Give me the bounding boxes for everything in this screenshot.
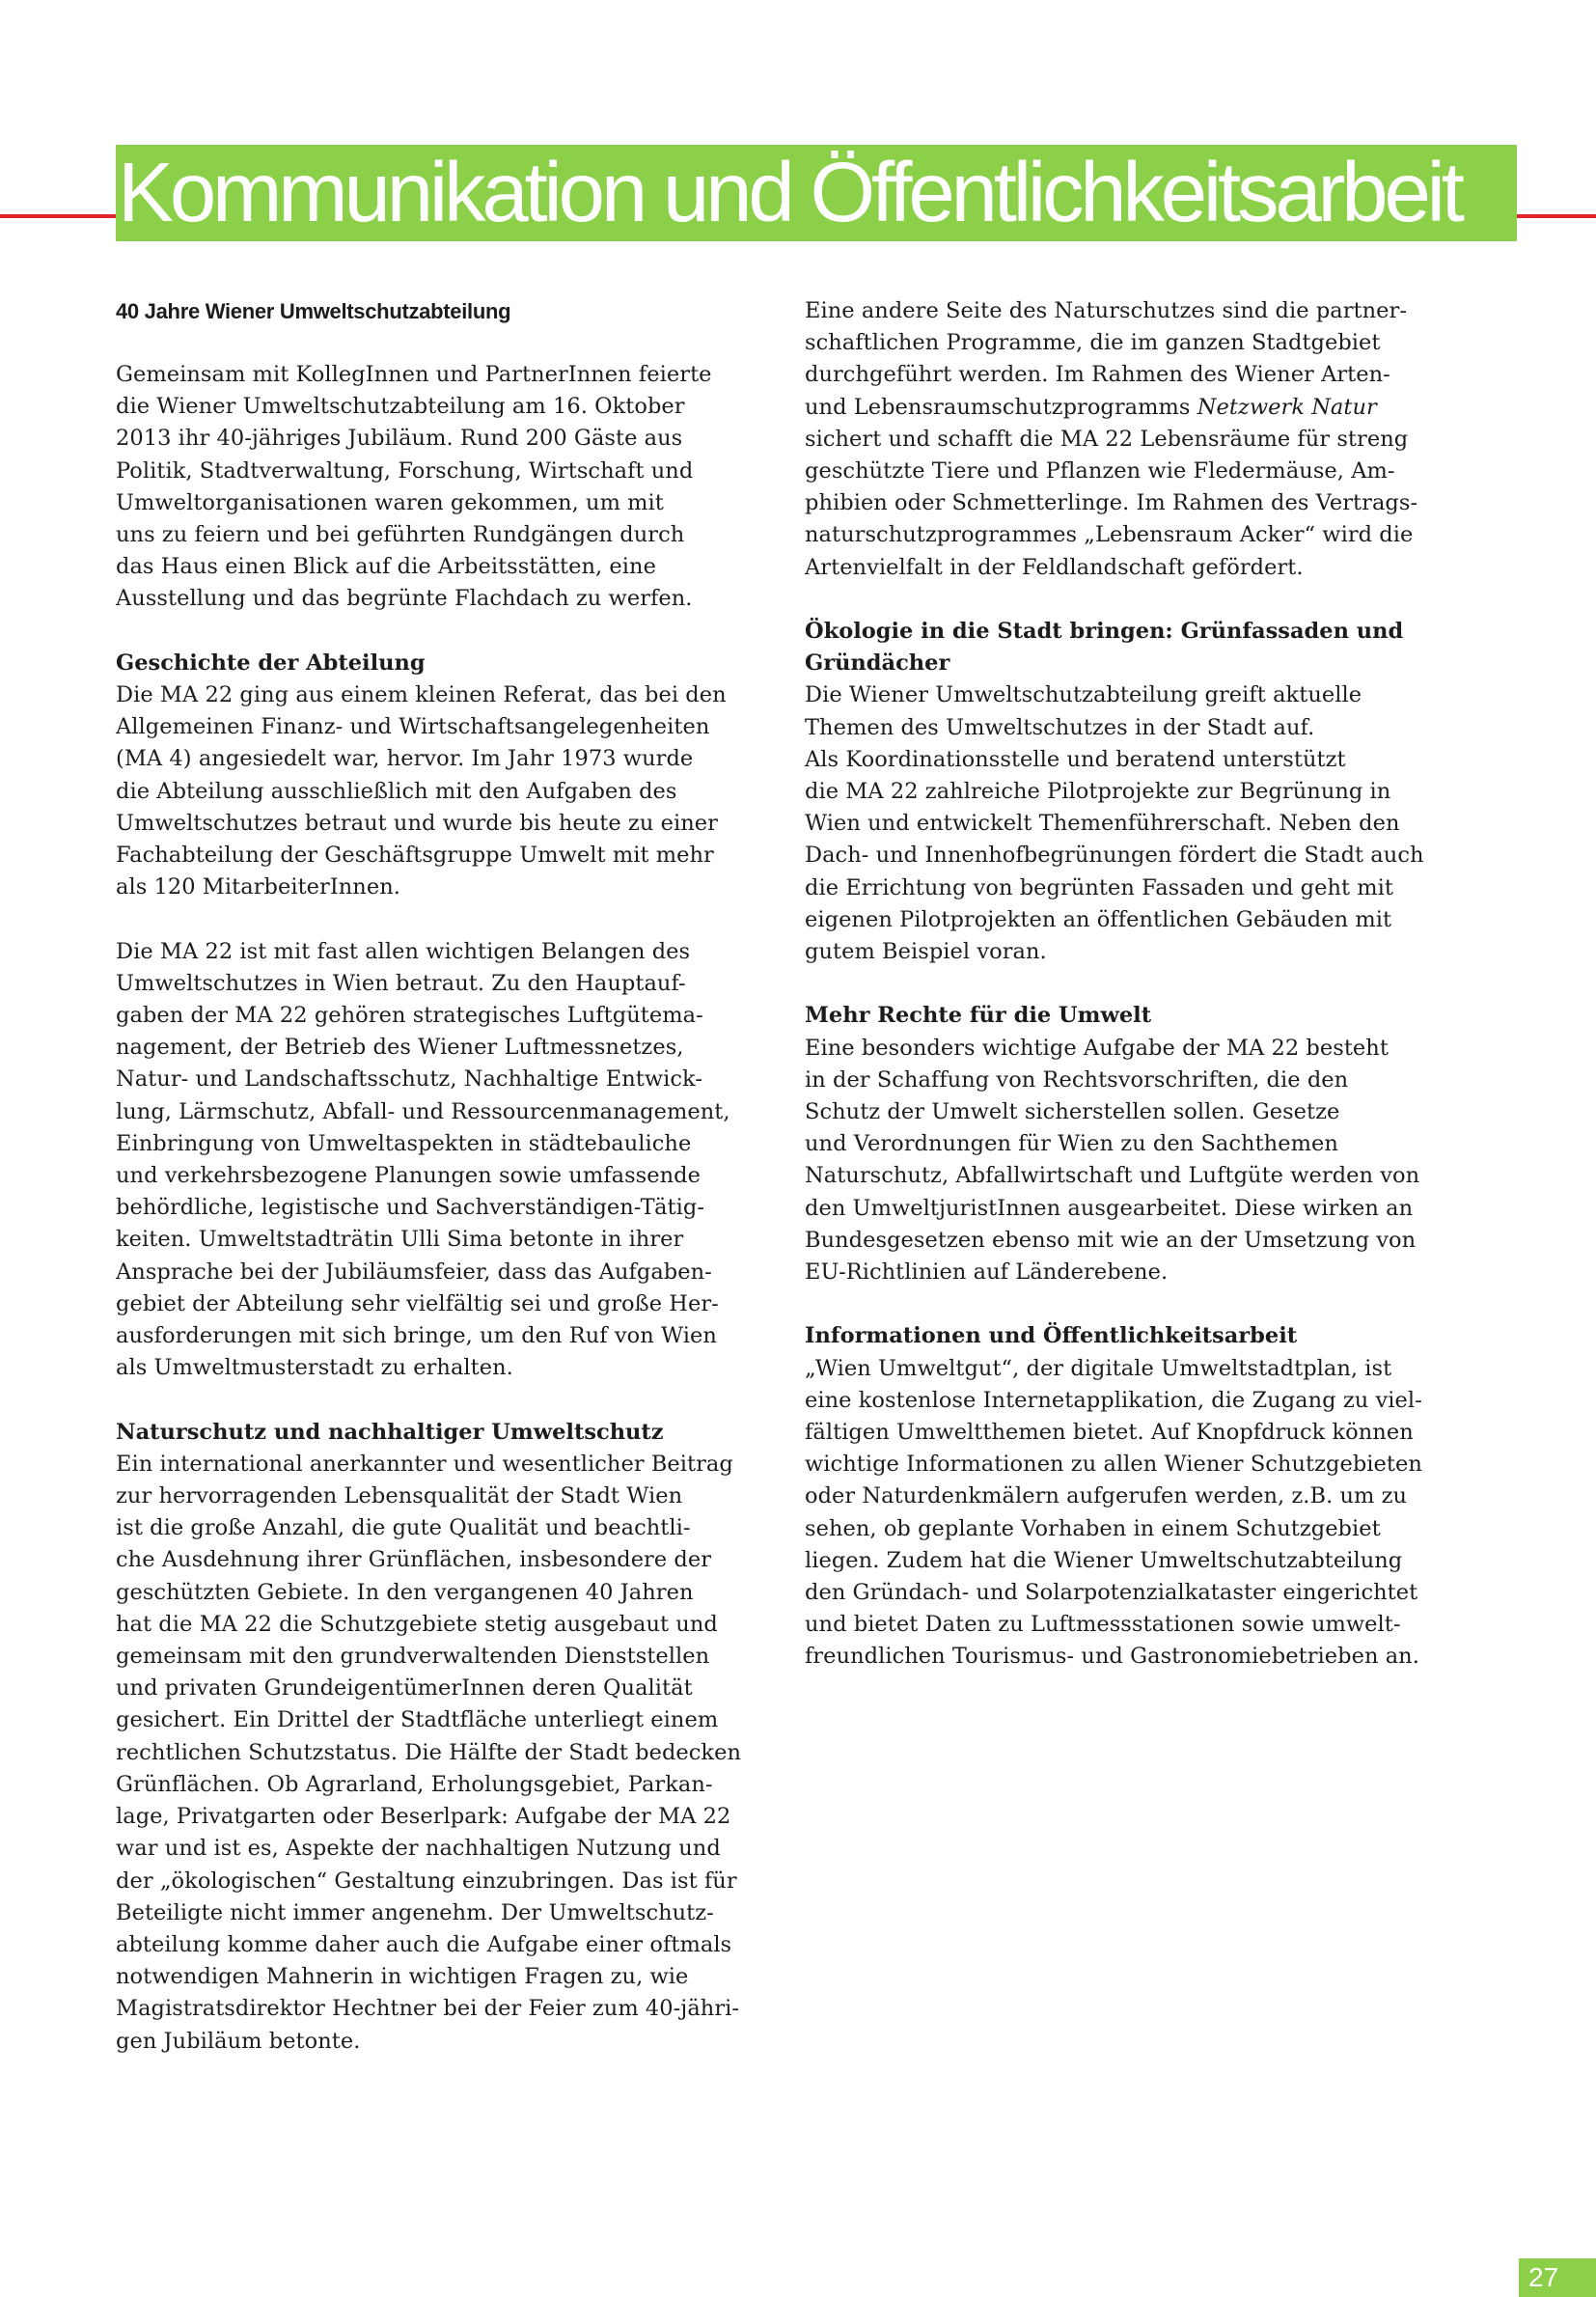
text-line: gebiet der Abteilung sehr vielfältig sei und große Her- <box>116 1290 719 1316</box>
header-rule-right <box>1517 214 1596 218</box>
text-line: die MA 22 zahlreiche Pilotprojekte zur Begrünung in <box>805 779 1391 805</box>
text-line: gaben der MA 22 gehören strategisches Luftgütema- <box>116 1003 703 1029</box>
text-line: die Errichtung von begrünten Fassaden und geht mit <box>805 874 1394 900</box>
text-line: die Abteilung ausschließlich mit den Aufgaben des <box>116 778 677 804</box>
text-line: Wien und entwickelt Themenführerschaft. Neben den <box>805 811 1400 837</box>
text-line: phibien oder Schmetterlinge. Im Rahmen des Vertrags- <box>805 490 1418 516</box>
text-line: (MA 4) angesiedelt war, hervor. Im Jahr 1973 wurde <box>116 746 694 772</box>
paragraph-history <box>116 679 758 903</box>
page-number: 27 <box>1519 2258 1596 2297</box>
text-line: gutem Beispiel voran. <box>805 939 1047 965</box>
text-line: Bundesgesetzen ebenso mit wie an der Umsetzung von <box>805 1227 1417 1253</box>
text-line: Die Wiener Umweltschutzabteilung greift aktuelle <box>805 682 1362 708</box>
paragraph-tasks <box>116 936 758 1385</box>
text-line: den Gründach- und Solarpotenzialkataster eingerichtet <box>805 1580 1418 1606</box>
text-line: den UmweltjuristInnen ausgearbeitet. Diese wirken an <box>805 1195 1414 1221</box>
text-line: Ausstellung und das begrünte Flachdach zu werfen. <box>116 586 693 612</box>
text-line: fältigen Umweltthemen bietet. Auf Knopfdruck können <box>805 1420 1414 1446</box>
text-line: liegen. Zudem hat die Wiener Umweltschutzabteilung <box>805 1547 1403 1573</box>
text-line: schaftlichen Programme, die im ganzen Stadtgebiet <box>805 330 1381 356</box>
text-line: Artenvielfalt in der Feldlandschaft gefördert. <box>805 554 1304 580</box>
text-line: abteilung komme daher auch die Aufgabe einer oftmals <box>116 1931 732 1957</box>
text-line: in der Schaffung von Rechtsvorschriften, die den <box>805 1066 1349 1093</box>
section-heading-rights: Mehr Rechte für die Umwelt <box>805 1003 1152 1029</box>
text-line: Eine andere Seite des Naturschutzes sind die partner- <box>805 298 1407 323</box>
text-line: eine kostenlose Internetapplikation, die Zugang zu viel- <box>805 1387 1422 1413</box>
header-rule-left <box>0 214 116 218</box>
text-line: geschützten Gebiete. In den vergangenen 40 Jahren <box>116 1579 694 1605</box>
section-heading-anniversary: 40 Jahre Wiener Umweltschutzabteilung <box>116 299 511 323</box>
text-line: gemeinsam mit den grundverwaltenden Dienststellen <box>116 1644 710 1670</box>
paragraph-partner <box>805 295 1447 584</box>
text-line: und privaten GrundeigentümerInnen deren Qualität <box>116 1675 693 1702</box>
text-line: naturschutzprogrammes „Lebensraum Acker“ wird die <box>805 522 1414 548</box>
text-line: Politik, Stadtverwaltung, Forschung, Wirtschaft und <box>116 457 694 484</box>
text-line: wichtige Informationen zu allen Wiener Schutzgebieten <box>805 1452 1422 1478</box>
text-line: Fachabteilung der Geschäftsgruppe Umwelt mit mehr <box>116 843 714 869</box>
paragraph-ecology <box>805 679 1447 968</box>
text-line: Beteiligte nicht immer angenehm. Der Umweltschutz- <box>116 1899 714 1925</box>
left-column <box>116 295 758 2089</box>
paragraph-intro <box>116 359 758 616</box>
text-line: und bietet Daten zu Luftmessstationen sowie umwelt- <box>805 1612 1401 1638</box>
text-line: notwendigen Mahnerin in wichtigen Fragen zu, wie <box>116 1964 689 1990</box>
text-line: uns zu feiern und bei geführten Rundgängen durch <box>116 522 685 548</box>
text-line: Als Koordinationsstelle und beratend unterstützt <box>805 746 1346 772</box>
text-line: geschützte Tiere und Pflanzen wie Fledermäuse, Am- <box>805 458 1395 484</box>
text-line: und verkehrsbezogene Planungen sowie umfassende <box>116 1163 701 1189</box>
text-line: EU-Richtlinien auf Länderebene. <box>805 1259 1169 1286</box>
section-heading-ecology: Ökologie in die Stadt bringen: Grünfassaden und Gründächer <box>805 619 1404 677</box>
text-line: keiten. Umweltstadträtin Ulli Sima betonte in ihrer <box>116 1227 684 1253</box>
text-line: sehen, ob geplante Vorhaben in einem Schutzgebiet <box>805 1515 1381 1541</box>
text-line: Gemeinsam mit KollegInnen und PartnerInnen feierte <box>116 362 712 387</box>
paragraph-info <box>805 1353 1447 1674</box>
text-line: che Ausdehnung ihrer Grünflächen, insbesondere der <box>116 1547 712 1573</box>
text-line: lage, Privatgarten oder Beserlpark: Aufgabe der MA 22 <box>116 1804 731 1830</box>
section-heading-info: Informationen und Öffentlichkeitsarbeit <box>805 1323 1298 1349</box>
text-line: behördliche, legistische und Sachverständigen-Tätig- <box>116 1195 704 1221</box>
text-line: Umweltschutzes betraut und wurde bis heute zu einer <box>116 810 718 836</box>
text-line: rechtlichen Schutzstatus. Die Hälfte der Stadt bedecken <box>116 1739 742 1765</box>
text-line: ausforderungen mit sich bringe, um den Ruf von Wien <box>116 1323 717 1349</box>
text-line: Natur- und Landschaftsschutz, Nachhaltige Entwick- <box>116 1066 702 1093</box>
section-heading-nature: Naturschutz und nachhaltiger Umweltschutz <box>116 1419 664 1445</box>
text-line: Magistratsdirektor Hechtner bei der Feier zum 40-jähri- <box>116 1996 740 2022</box>
text-line: oder Naturdenkmälern aufgerufen werden, z.B. um zu <box>805 1483 1408 1509</box>
text-line: als Umweltmusterstadt zu erhalten. <box>116 1355 513 1381</box>
text-line: eigenen Pilotprojekten an öffentlichen Gebäuden mit <box>805 906 1392 932</box>
partner-line-text: und Lebensraumschutzprogramms <box>805 394 1197 420</box>
text-line: „Wien Umweltgut“, der digitale Umweltstadtplan, ist <box>805 1355 1392 1381</box>
text-line: Dach- und Innenhofbegrünungen fördert die Stadt auch <box>805 843 1424 869</box>
text-line: gesichert. Ein Drittel der Stadtfläche unterliegt einem <box>116 1707 719 1733</box>
text-line: durchgeführt werden. Im Rahmen des Wiener Arten- <box>805 362 1390 388</box>
text-line: Umweltorganisationen waren gekommen, um mit <box>116 489 664 515</box>
text-line: Allgemeinen Finanz- und Wirtschaftsangelegenheiten <box>116 714 710 740</box>
text-line: gen Jubiläum betonte. <box>116 2028 361 2054</box>
page-title: Kommunikation und Öffentlichkeitsarbeit <box>118 146 1461 239</box>
text-line: Umweltschutzes in Wien betraut. Zu den Hauptauf- <box>116 970 686 996</box>
text-line: Ein international anerkannter und wesentlicher Beitrag <box>116 1451 733 1477</box>
text-line: Einbringung von Umweltaspekten in städtebauliche <box>116 1130 692 1156</box>
text-line: Themen des Umweltschutzes in der Stadt auf. <box>805 714 1315 740</box>
text-line: lung, Lärmschutz, Abfall- und Ressourcenmanagement, <box>116 1098 730 1124</box>
title-bar <box>116 145 1517 241</box>
text-line: und Verordnungen für Wien zu den Sachthemen <box>805 1131 1338 1157</box>
paragraph-nature <box>116 1449 758 2058</box>
text-line: Ansprache bei der Jubiläumsfeier, dass das Aufgaben- <box>116 1259 712 1285</box>
paragraph-rights <box>805 1033 1447 1289</box>
section-heading-history: Geschichte der Abteilung <box>116 650 426 676</box>
text-line: Naturschutz, Abfallwirtschaft und Luftgüte werden von <box>805 1163 1420 1189</box>
text-line: Schutz der Umwelt sicherstellen sollen. Gesetze <box>805 1099 1340 1125</box>
text-line: sichert und schafft die MA 22 Lebensräume für streng <box>805 426 1409 452</box>
text-line: war und ist es, Aspekte der nachhaltigen Nutzung und <box>116 1836 721 1862</box>
text-line: 2013 ihr 40-jähriges Jubiläum. Rund 200 Gäste aus <box>116 426 683 452</box>
text-line: Eine besonders wichtige Aufgabe der MA 22 besteht <box>805 1035 1389 1061</box>
text-line: zur hervorragenden Lebensqualität der Stadt Wien <box>116 1483 683 1509</box>
right-column <box>805 295 1447 1705</box>
text-line: das Haus einen Blick auf die Arbeitsstätten, eine <box>116 554 656 580</box>
text-line: der „ökologischen“ Gestaltung einzubringen. Das ist für <box>116 1868 737 1894</box>
text-line: ist die große Anzahl, die gute Qualität und beachtli- <box>116 1515 691 1541</box>
text-line: Die MA 22 ist mit fast allen wichtigen Belangen des <box>116 938 691 964</box>
text-line: nagement, der Betrieb des Wiener Luftmessnetzes, <box>116 1035 684 1061</box>
text-line: hat die MA 22 die Schutzgebiete stetig ausgebaut und <box>116 1611 718 1637</box>
text-line: freundlichen Tourismus- und Gastronomiebetrieben an. <box>805 1644 1419 1670</box>
text-line: Grünflächen. Ob Agrarland, Erholungsgebiet, Parkan- <box>116 1771 713 1797</box>
program-name: Netzwerk Natur <box>1197 394 1377 420</box>
text-line: als 120 MitarbeiterInnen. <box>116 874 400 900</box>
text-line: die Wiener Umweltschutzabteilung am 16. Oktober <box>116 394 685 420</box>
text-line: Die MA 22 ging aus einem kleinen Referat, das bei den <box>116 682 727 708</box>
